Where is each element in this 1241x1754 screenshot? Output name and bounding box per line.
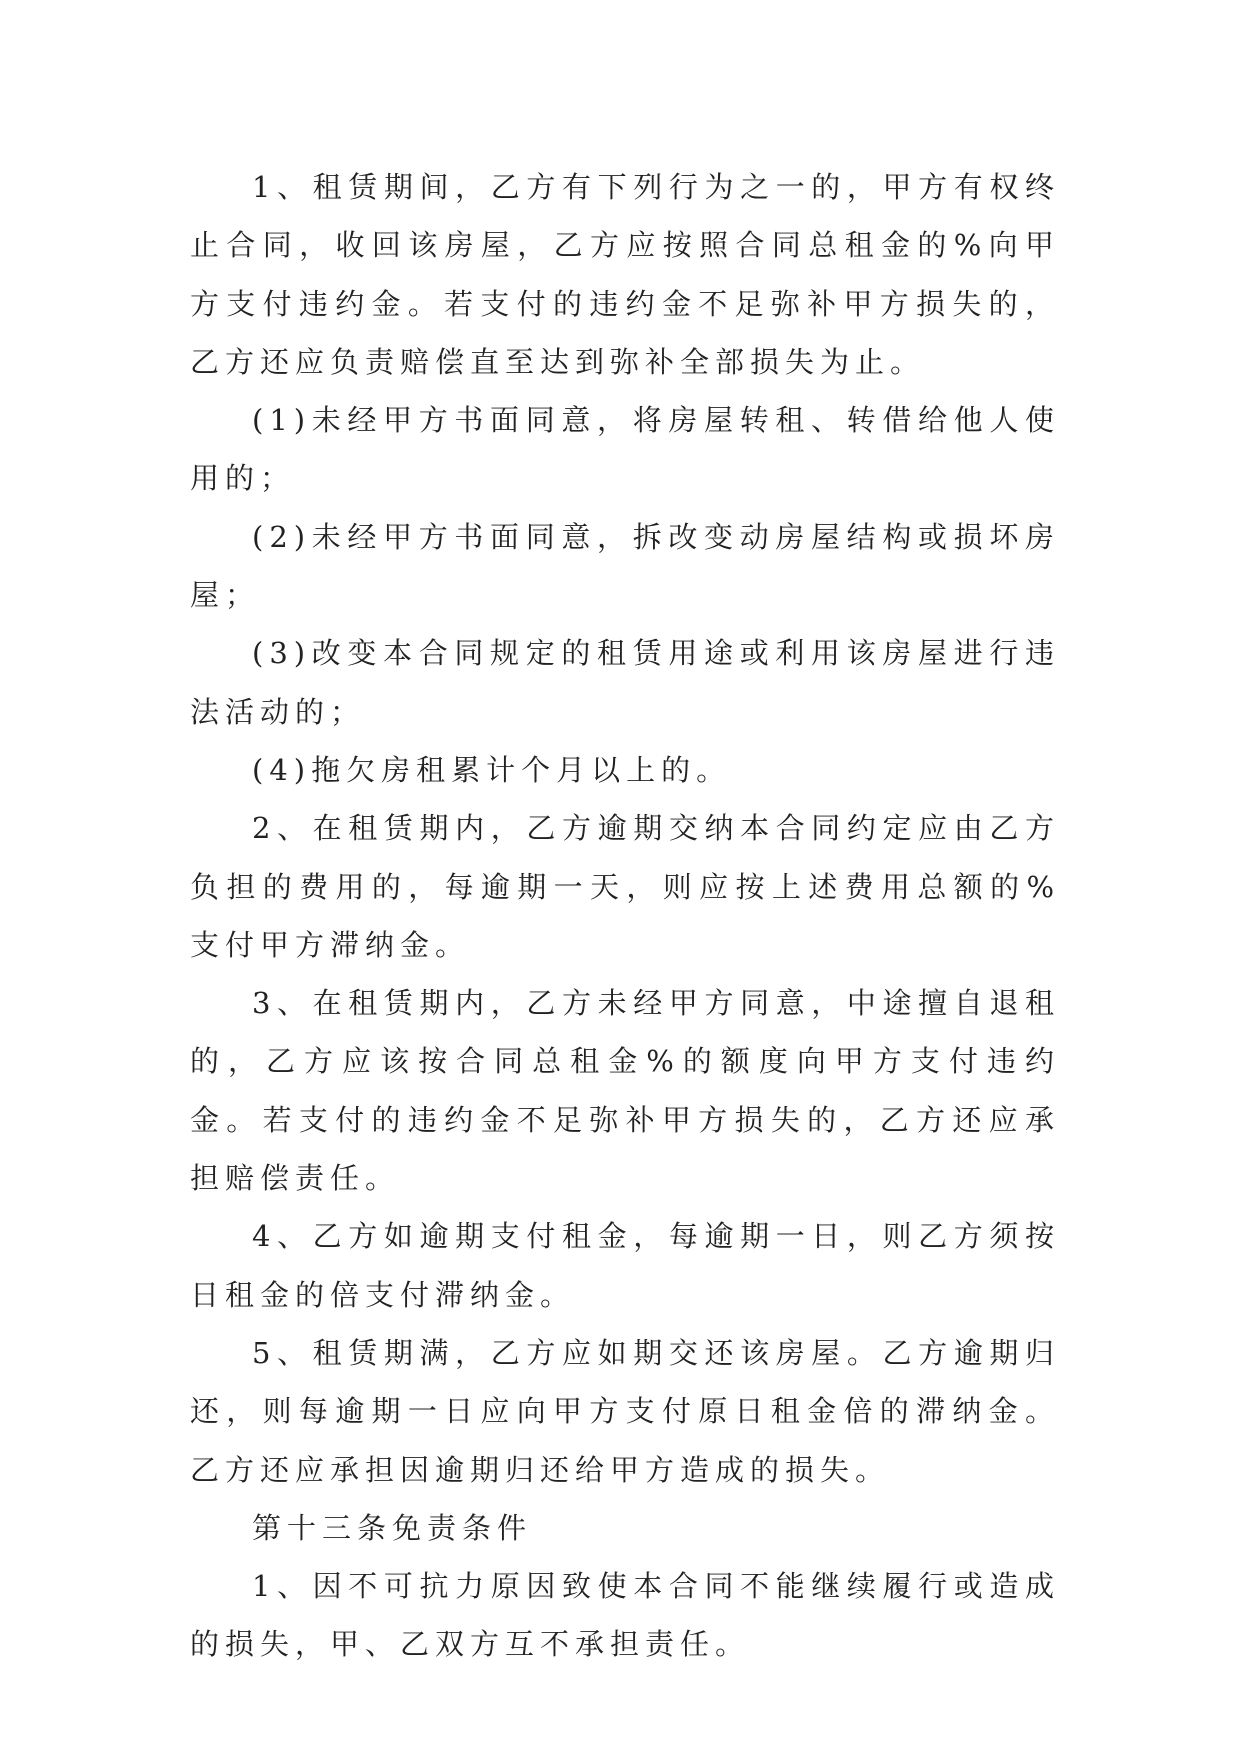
clause-item: (4)拖欠房租累计个月以上的。 [252,752,732,787]
clause-item: (1)未经甲方书面同意，将房屋转租、转借给他人使用的； [190,403,1060,496]
clause-item: (3)改变本合同规定的租赁用途或利用该房屋进行违法活动的； [190,636,1060,729]
clause-paragraph: 4、乙方如逾期支付租金，每逾期一日，则乙方须按日租金的倍支付滞纳金。 [190,1219,1060,1312]
document-body [190,158,1060,1674]
clause-paragraph: 3、在租赁期内，乙方未经甲方同意，中途擅自退租的，乙方应该按合同总租金%的额度向甲方支付违约金。若支付的违约金不足弥补甲方损失的，乙方还应承担赔偿责任。 [190,986,1060,1196]
clause-paragraph: 2、在租赁期内，乙方逾期交纳本合同约定应由乙方负担的费用的，每逾期一天，则应按上述费用总额的%支付甲方滞纳金。 [190,811,1060,962]
clause-paragraph: 1、租赁期间，乙方有下列行为之一的，甲方有权终止合同，收回该房屋，乙方应按照合同总租金的%向甲方支付违约金。若支付的违约金不足弥补甲方损失的，乙方还应负责赔偿直至达到弥补全部损失为止。 [190,170,1060,379]
article-heading: 第十三条免责条件 [252,1510,533,1545]
clause-paragraph: 5、租赁期满，乙方应如期交还该房屋。乙方逾期归还，则每逾期一日应向甲方支付原日租金倍的滞纳金。乙方还应承担因逾期归还给甲方造成的损失。 [190,1335,1060,1487]
clause-paragraph: 1、因不可抗力原因致使本合同不能继续履行或造成的损失，甲、乙双方互不承担责任。 [190,1569,1060,1662]
clause-item: (2)未经甲方书面同意，拆改变动房屋结构或损坏房屋； [190,519,1060,613]
